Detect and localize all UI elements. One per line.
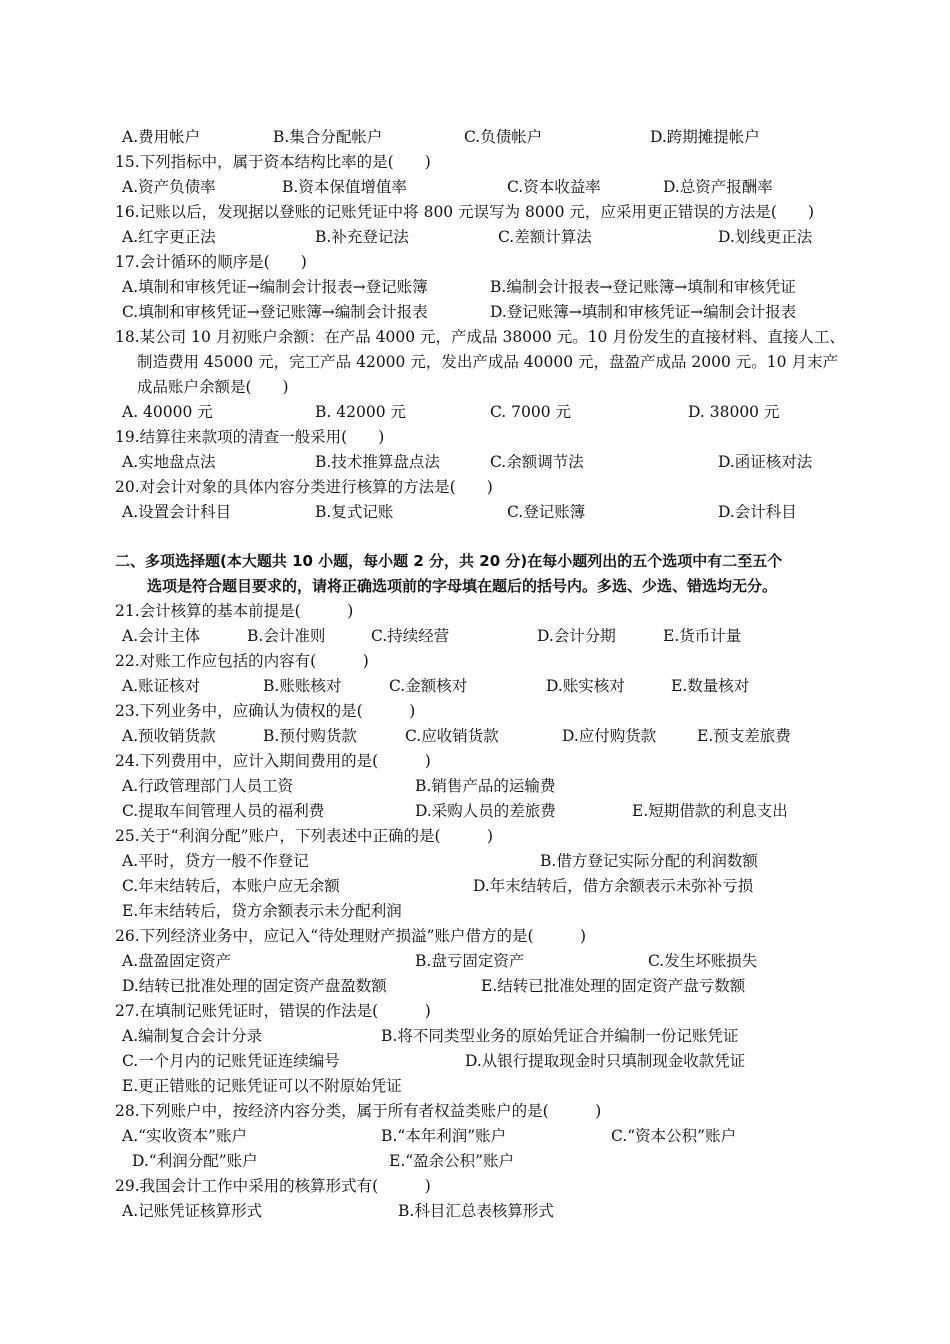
question-stem: 22.对账工作应包括的内容有( ): [115, 652, 369, 670]
q25-option-a: A.平时，贷方一般不作登记: [122, 852, 309, 870]
q26-option-a: A.盘盈固定资产: [122, 952, 232, 970]
q15-option-d: D.总资产报酬率: [663, 178, 773, 196]
q16-stem-line: [0, 200, 950, 225]
q14-options: [0, 125, 950, 150]
q28-option-c: C.“资本公积”账户: [611, 1127, 737, 1145]
q21-options: [0, 624, 950, 649]
question-stem: 27.在填制记账凭证时，错误的作法是( ): [115, 1002, 431, 1020]
q19-option-b: B.技术推算盘点法: [315, 453, 440, 471]
q18-options: [0, 400, 950, 425]
q24-stem-line: [0, 749, 950, 774]
q18-option-a: A. 40000 元: [122, 403, 213, 421]
q28-option-a: A.“实收资本”账户: [122, 1127, 247, 1145]
question-stem: 20.对会计对象的具体内容分类进行核算的方法是( ): [115, 478, 493, 496]
q21-option-c: C.持续经营: [371, 627, 450, 645]
q26-option-c: C.发生坏账损失: [648, 952, 758, 970]
q17-option-b: B.编制会计报表→登记账簿→填制和审核凭证: [490, 278, 796, 296]
q24-option-a: A.行政管理部门人员工资: [122, 777, 294, 795]
question-stem: 24.下列费用中，应计入期间费用的是( ): [115, 752, 431, 770]
q28-option-b: B.“本年利润”账户: [381, 1127, 507, 1145]
q20-options: [0, 500, 950, 525]
q20-stem-line: [0, 475, 950, 500]
q22-option-b: B.账账核对: [263, 677, 342, 695]
q14-option-d: D.跨期摊提帐户: [650, 128, 760, 146]
q28-option-d: D.“利润分配”账户: [132, 1152, 258, 1170]
question-stem: 17.会计循环的顺序是( ): [115, 253, 307, 271]
q21-stem-line: [0, 599, 950, 624]
q25-options-row1: [0, 849, 950, 874]
question-stem: 15.下列指标中，属于资本结构比率的是( ): [115, 153, 431, 171]
q29-option-b: B.科目汇总表核算形式: [398, 1202, 554, 1220]
q15-option-b: B.资本保值增值率: [282, 178, 407, 196]
q16-option-c: C.差额计算法: [498, 228, 592, 246]
q22-option-d: D.账实核对: [546, 677, 625, 695]
q23-option-c: C.应收销货款: [405, 727, 499, 745]
q15-stem-line: [0, 150, 950, 175]
q20-option-d: D.会计科目: [718, 503, 797, 521]
q26-option-b: B.盘亏固定资产: [415, 952, 525, 970]
question-stem: 25.关于“利润分配”账户，下列表述中正确的是( ): [115, 827, 494, 845]
q19-stem-line: [0, 425, 950, 450]
question-stem-continued: 制造费用 45000 元，完工产品 42000 元，发出产成品 40000 元，盘盈产成品 2000 元。10 月末产: [137, 353, 838, 371]
q17-option-c: C.填制和审核凭证→登记账簿→编制会计报表: [122, 303, 428, 321]
section-instructions: 选项是符合题目要求的，请将正确选项前的字母填在题后的括号内。多选、少选、错选均无分。: [147, 577, 778, 595]
q28-options-row1: [0, 1124, 950, 1149]
q20-option-c: C.登记账簿: [507, 503, 586, 521]
q17-options-row2: [0, 300, 950, 325]
q27-options-row2: [0, 1049, 950, 1074]
q20-option-b: B.复式记账: [315, 503, 394, 521]
q17-option-a: A.填制和审核凭证→编制会计报表→登记账簿: [122, 278, 428, 296]
q25-stem-line: [0, 824, 950, 849]
question-stem: 29.我国会计工作中采用的核算形式有( ): [115, 1177, 431, 1195]
q24-option-b: B.销售产品的运输费: [415, 777, 556, 795]
q23-option-d: D.应付购货款: [562, 727, 657, 745]
q23-options: [0, 724, 950, 749]
q23-stem-line: [0, 699, 950, 724]
q22-stem-line: [0, 649, 950, 674]
q16-option-a: A.红字更正法: [122, 228, 216, 246]
q27-option-c: C.一个月内的记账凭证连续编号: [122, 1052, 340, 1070]
q25-option-b: B.借方登记实际分配的利润数额: [540, 852, 758, 870]
question-stem: 16.记账以后，发现据以登账的记账凭证中将 800 元误写为 8000 元，应采用更正错误的方法是( ): [115, 203, 814, 221]
q27-option-d: D.从银行提取现金时只填制现金收款凭证: [465, 1052, 746, 1070]
q19-option-c: C.余额调节法: [490, 453, 584, 471]
q22-option-e: E.数量核对: [671, 677, 750, 695]
q18-option-d: D. 38000 元: [688, 403, 780, 421]
q14-option-b: B.集合分配帐户: [273, 128, 383, 146]
q27-option-b: B.将不同类型业务的原始凭证合并编制一份记账凭证: [381, 1027, 739, 1045]
question-stem: 23.下列业务中，应确认为债权的是( ): [115, 702, 416, 720]
question-stem: 26.下列经济业务中，应记入“待处理财产损溢”账户借方的是( ): [115, 927, 587, 945]
q19-options: [0, 450, 950, 475]
q27-options-row1: [0, 1024, 950, 1049]
q29-options: [0, 1199, 950, 1224]
q14-option-a: A.费用帐户: [122, 128, 201, 146]
q26-stem-line: [0, 924, 950, 949]
q27-option-e: E.更正错账的记账凭证可以不附原始凭证: [122, 1077, 402, 1095]
q24-option-d: D.采购人员的差旅费: [415, 802, 556, 820]
q22-options: [0, 674, 950, 699]
q25-option-e: E.年末结转后，贷方余额表示未分配利润: [122, 902, 402, 920]
q24-options-row2: [0, 799, 950, 824]
q27-option-a: A.编制复合会计分录: [122, 1027, 263, 1045]
q20-option-a: A.设置会计科目: [122, 503, 232, 521]
q18-option-c: C. 7000 元: [490, 403, 572, 421]
q24-option-e: E.短期借款的利息支出: [632, 802, 788, 820]
q16-option-b: B.补充登记法: [315, 228, 409, 246]
q26-options-row2: [0, 974, 950, 999]
q17-stem-line: [0, 250, 950, 275]
q18-stem-line2: [0, 350, 950, 375]
question-stem: 18.某公司 10 月初账户余额：在产品 4000 元，产成品 38000 元。10 月份发生的直接材料、直接人工、: [115, 328, 845, 346]
q23-option-e: E.预支差旅费: [697, 727, 791, 745]
q25-options-row2: [0, 874, 950, 899]
q17-options-row1: [0, 275, 950, 300]
section-heading-line1: [0, 549, 950, 574]
q24-option-c: C.提取车间管理人员的福利费: [122, 802, 325, 820]
q24-options-row1: [0, 774, 950, 799]
q26-options-row1: [0, 949, 950, 974]
section-heading: 二、多项选择题(本大题共 10 小题，每小题 2 分，共 20 分)在每小题列出的五个选项中有二至五个: [115, 552, 783, 570]
q27-options-row3: [0, 1074, 950, 1099]
question-stem: 19.结算往来款项的清查一般采用( ): [115, 428, 385, 446]
q29-option-a: A.记账凭证核算形式: [122, 1202, 263, 1220]
q16-options: [0, 225, 950, 250]
section-heading-line2: [0, 574, 950, 599]
q26-option-e: E.结转已批准处理的固定资产盘亏数额: [481, 977, 746, 995]
q17-option-d: D.登记账簿→填制和审核凭证→编制会计报表: [490, 303, 797, 321]
q16-option-d: D.划线更正法: [718, 228, 813, 246]
q28-option-e: E.“盈余公积”账户: [389, 1152, 515, 1170]
question-stem-continued: 成品账户余额是( ): [137, 378, 289, 396]
question-stem: 28.下列账户中，按经济内容分类，属于所有者权益类账户的是( ): [115, 1102, 602, 1120]
q23-option-b: B.预付购货款: [263, 727, 357, 745]
q28-stem-line: [0, 1099, 950, 1124]
q19-option-d: D.函证核对法: [718, 453, 813, 471]
q14-option-c: C.负债帐户: [464, 128, 543, 146]
q21-option-d: D.会计分期: [537, 627, 616, 645]
q15-options: [0, 175, 950, 200]
q21-option-e: E.货币计量: [663, 627, 742, 645]
q19-option-a: A.实地盘点法: [122, 453, 216, 471]
q21-option-a: A.会计主体: [122, 627, 201, 645]
q25-option-d: D.年末结转后，借方余额表示未弥补亏损: [473, 877, 754, 895]
q18-stem-line1: [0, 325, 950, 350]
q18-stem-line3: [0, 375, 950, 400]
q18-option-b: B. 42000 元: [315, 403, 406, 421]
q25-options-row3: [0, 899, 950, 924]
question-stem: 21.会计核算的基本前提是( ): [115, 602, 354, 620]
q15-option-c: C.资本收益率: [507, 178, 601, 196]
q29-stem-line: [0, 1174, 950, 1199]
q15-option-a: A.资产负债率: [122, 178, 216, 196]
q28-options-row2: [0, 1149, 950, 1174]
q22-option-a: A.账证核对: [122, 677, 201, 695]
q26-option-d: D.结转已批准处理的固定资产盘盈数额: [122, 977, 387, 995]
q25-option-c: C.年末结转后，本账户应无余额: [122, 877, 340, 895]
q22-option-c: C.金额核对: [389, 677, 468, 695]
q27-stem-line: [0, 999, 950, 1024]
q21-option-b: B.会计准则: [247, 627, 326, 645]
q23-option-a: A.预收销货款: [122, 727, 216, 745]
